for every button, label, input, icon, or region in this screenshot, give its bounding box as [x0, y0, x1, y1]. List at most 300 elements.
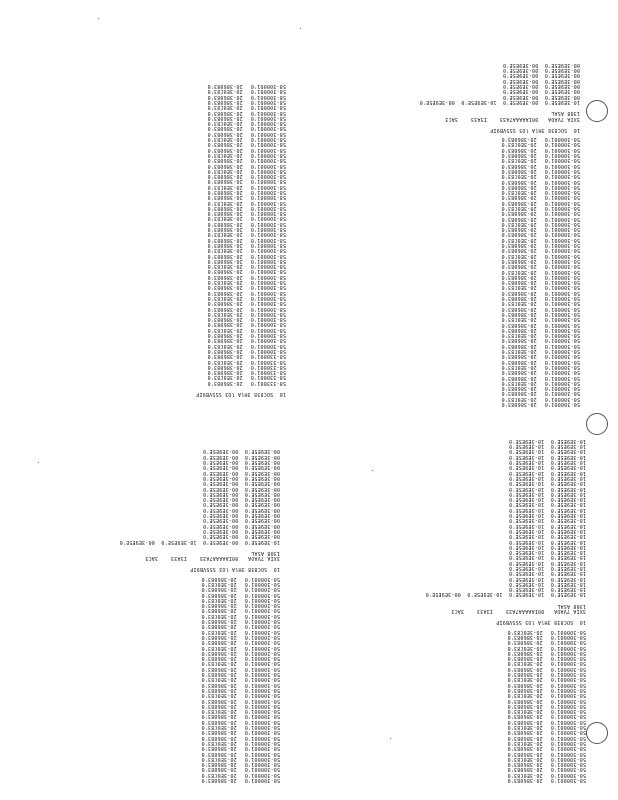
data-line: 20-3E0C83'0 [501, 332, 537, 339]
data-line: 20-386083'0 [501, 310, 537, 317]
data-line: 20-3E0C83'0 [507, 692, 543, 699]
data-line: 58-300001'0 [250, 167, 286, 174]
data-line: 10-3E9E5E'0 10-3E9E5E'0 [508, 527, 586, 534]
data-line: 20-386083'0 [201, 591, 237, 598]
data-line: 50-300001'0 [550, 708, 586, 715]
data-line: 50-300001'0 [550, 665, 586, 672]
data-line: 50-300001'0 [244, 575, 280, 582]
data-line: 58-300001'0 [250, 236, 286, 243]
data-line: 50-300001'0 [550, 745, 586, 752]
data-line: 20-386083'0 [201, 665, 237, 672]
data-line: 58-300001'0 [250, 114, 286, 121]
data-line: 58-300001'0 [250, 321, 286, 328]
data-line: 20-386083'0 [501, 152, 537, 159]
data-columns [420, 136, 580, 406]
data-line: 58-300001'0 [250, 98, 286, 105]
data-line: 20-3E0C83'0 [207, 120, 243, 127]
data-line: 20-3E0C83'0 [501, 189, 537, 196]
data-line: 20-386083'0 [501, 199, 537, 206]
data-line: 00-3E9E5E'0 00-3E9E5E'0 [202, 512, 280, 519]
data-line: 58-300001'0 [250, 231, 286, 238]
data-line: 00-3E9E5E'0 00-3E9E5E'0 [202, 506, 280, 513]
data-line: 58-300001'0 [250, 300, 286, 307]
data-line: 20-386083'0 [207, 173, 243, 180]
data-line: 20-386083'0 [507, 671, 543, 678]
data-line: 20-3E0C83'0 [207, 326, 243, 333]
data-line: 58-300001'0 [250, 194, 286, 201]
data-line: 58-300001'0 [250, 215, 286, 222]
data-line: 20-386083'0 [501, 295, 537, 302]
data-line: 20-386083'0 [507, 686, 543, 693]
data-line: 50-300001'0 [544, 316, 580, 323]
data-line: 10-3E9E5E'0 10-3E9E5E'0 [508, 485, 586, 492]
data-line: 50-300001'0 [550, 734, 586, 741]
data-line: 20-386083'0 [207, 226, 243, 233]
data-line: 58-300001'0 [250, 226, 286, 233]
data-line: 20-3E0C83'0 [207, 215, 243, 222]
data-line: 50-300001'0 [244, 660, 280, 667]
data-line: 50-300001'0 [550, 724, 586, 731]
data-line: 10-3E9E5E'0 10-3E9E5E'0 [508, 496, 586, 503]
data-line: 20-3E0C83'0 [207, 247, 243, 254]
data-line: 00-3E9E5E'0 00-3E9E5E'0 [202, 485, 280, 492]
data-line: 50-300001'0 [244, 718, 280, 725]
block-title: 10 SOC838 3HlA lO3 SSSVB9IP [190, 566, 280, 573]
data-line: 10-3E9E5E'0 10-3E9E5E'0 [508, 437, 586, 444]
data-line: 50-300001'0 [550, 739, 586, 746]
data-line: 20-3E0C83'0 [201, 660, 237, 667]
data-line: 20-386083'0 [201, 618, 237, 625]
data-line: 50-300001'0 [244, 681, 280, 688]
data-line: 20-386083'0 [207, 109, 243, 116]
data-line: 50-300001'0 [550, 766, 586, 773]
data-line: 50-300001'0 [544, 321, 580, 328]
data-line: 58-300001'0 [250, 247, 286, 254]
printout-bottom-left [119, 448, 280, 783]
data-line: 50-300001'0 [550, 777, 586, 783]
punch-hole [586, 413, 608, 435]
data-line: 50-300001'0 [544, 374, 580, 381]
data-line: 50-300001'0 [544, 295, 580, 302]
data-line: 20-386083'0 [201, 702, 237, 709]
data-line: 20-386083'0 [501, 374, 537, 381]
data-line: 20-386083'0 [207, 194, 243, 201]
data-line: 20-3E0C83'0 [201, 676, 237, 683]
data-line: 50-300001'0 [550, 644, 586, 651]
data-line: 58-330001'0 [250, 374, 286, 381]
data-line: 20-3E0C83'0 [501, 236, 537, 243]
data-line: 50-300001'0 [550, 639, 586, 646]
data-line: 58-300001'0 [250, 109, 286, 116]
data-line: 20-3E0C83'0 [507, 739, 543, 746]
data-line: 20-3E0C83'0 [501, 316, 537, 323]
data-line: 00-3E9E5E'0 00-3E9E5E'0 [202, 469, 280, 476]
data-line: 20-3E0C83'0 [501, 252, 537, 259]
data-line: 20-386083'0 [201, 681, 237, 688]
data-line: 50-300001'0 [544, 226, 580, 233]
data-line: 20-3E0C83'0 [501, 173, 537, 180]
data-line: 58-300001'0 [250, 173, 286, 180]
data-line: 20-3E0C83'0 [501, 284, 537, 291]
data-line: 50-300001'0 [244, 596, 280, 603]
data-line: 20-3E0C83'0 [207, 151, 243, 158]
data-line: 20-3E0C83'0 [507, 724, 543, 731]
data-line: 50-300001'0 [244, 708, 280, 715]
data-line: 50-300001'0 [544, 289, 580, 296]
scan-speck [372, 470, 373, 471]
block-title: 10 SOC838 3HlA lO3 SSSVB9IP [490, 126, 580, 133]
data-line: 50-300001'0 [544, 310, 580, 317]
data-line: 10-3E9E5E'0 10-3E9E5E'0 [508, 443, 586, 450]
data-line: 50-300001'0 [544, 183, 580, 190]
data-line: 20-3E0C83'0 [207, 199, 243, 206]
data-line: 20-386083'0 [207, 369, 243, 376]
data-line: 20-386083'0 [207, 146, 243, 153]
data-line: 20-386083'0 [501, 242, 537, 249]
data-line: 50-300001'0 [544, 231, 580, 238]
data-line: 20-386083'0 [501, 210, 537, 217]
data-line: 58-300001'0 [250, 210, 286, 217]
data-line: 50-300001'0 [244, 729, 280, 736]
data-line: 58-300001'0 [250, 326, 286, 333]
data-line: 20-3E0C83'0 [501, 363, 537, 370]
data-line: 58-330001'0 [250, 369, 286, 376]
data-line: 58-300001'0 [250, 88, 286, 95]
data-line: 20-386083'0 [501, 369, 537, 376]
data-line: 20-386083'0 [207, 220, 243, 227]
data-line: 58-300001'0 [250, 305, 286, 312]
data-line: 20-3E0C83'0 [207, 294, 243, 301]
data-line: 50-300001'0 [244, 734, 280, 741]
data-line: 20-3E0C83'0 [201, 596, 237, 603]
data-line: 10-3E9E5E'0 10-3E9E5E'0 [508, 533, 586, 540]
data-line: 50-300001'0 [544, 257, 580, 264]
data-line: 58-300001'0 [250, 162, 286, 169]
data-line: 50-300001'0 [544, 194, 580, 201]
data-line: 20-386083'0 [201, 766, 237, 773]
data-line: 20-386083'0 [507, 761, 543, 768]
data-line: 10-3E9E5E'0 10-3E9E5E'0 [508, 512, 586, 519]
data-line: 20-3E0C83'0 [501, 379, 537, 386]
data-line: 20-386083'0 [501, 183, 537, 190]
data-line: 20-386083'0 [501, 353, 537, 360]
block-header-a: 1308 ASAL [557, 602, 586, 609]
data-line: 58-300001'0 [250, 220, 286, 227]
data-line: 10-3E9E5E'0 10-3E9E5E'0 [508, 453, 586, 460]
data-line: 50-300001'0 [544, 263, 580, 270]
data-line: 20-386083'0 [207, 236, 243, 243]
data-line: 58-300001'0 [250, 104, 286, 111]
data-line: 50-300001'0 [244, 739, 280, 746]
scan-speck [38, 462, 39, 463]
data-line: 50-300001'0 [544, 390, 580, 397]
column-a [245, 575, 280, 782]
data-line: 20-3E0C83'0 [201, 581, 237, 588]
data-line: 50-300001'0 [244, 761, 280, 768]
data-line: 50-300001'0 [244, 671, 280, 678]
data-line: 20-386083'0 [501, 146, 537, 153]
data-line: 20-3E0C83'0 [207, 88, 243, 95]
data-line: 10-3E9E5E'0 10-3E9E5E'0 [508, 474, 586, 481]
data-line: 58-300001'0 [250, 332, 286, 339]
data-line: 50-300001'0 [544, 141, 580, 148]
data-line: 20-3E0C83'0 [207, 310, 243, 317]
data-line: 20-386083'0 [501, 247, 537, 254]
data-line: 20-386083'0 [501, 358, 537, 365]
data-line: 20-3E0C83'0 [201, 771, 237, 778]
data-line: 50-300001'0 [244, 581, 280, 588]
data-line: 50-300001'0 [244, 612, 280, 619]
data-line: 20-386083'0 [201, 745, 237, 752]
data-line: 50-300001'0 [544, 379, 580, 386]
data-line: 20-386083'0 [201, 586, 237, 593]
data-line: 50-300001'0 [550, 671, 586, 678]
data-line: 50-300001'0 [550, 681, 586, 688]
data-line: 58-300001'0 [250, 273, 286, 280]
data-line: 50-300001'0 [550, 633, 586, 640]
data-line: 50-300001'0 [544, 136, 580, 143]
block-header-b: 3XIA 7VAOA 00IAAAAA7A33 I3A33 3AC3 [451, 608, 586, 615]
data-line: 50-300001'0 [244, 702, 280, 709]
data-line: 00-3E9E5E'0 00-3E9E5E'0 [502, 93, 580, 100]
summary-line: 10-3E9E5E'0 10-3E9E5E'0 10-3E9E5E'0 00-3E9E5E'0 [425, 591, 586, 598]
data-line: 20-386083'0 [501, 401, 537, 407]
data-line: 20-386083'0 [201, 713, 237, 720]
data-line: 50-300001'0 [544, 279, 580, 286]
data-line: 20-3E0C83'0 [501, 205, 537, 212]
data-line: 58-300001'0 [250, 146, 286, 153]
data-line: 20-3E0C83'0 [501, 268, 537, 275]
data-line: 50-300001'0 [550, 761, 586, 768]
data-line: 50-300001'0 [544, 284, 580, 291]
data-line: 50-300001'0 [244, 607, 280, 614]
punch-hole [586, 722, 608, 744]
summary-line: 10-3E9E5E'0 00-3E9E5E'0 10-3E9E5E'0 00-3E9E5E'0 [419, 98, 580, 105]
data-line: 00-3E9E5E'0 00-3E9E5E'0 [202, 496, 280, 503]
data-line: 20-386083'0 [207, 305, 243, 312]
data-line: 20-386083'0 [207, 252, 243, 259]
data-line: 20-386083'0 [207, 284, 243, 291]
data-line: 50-300001'0 [544, 242, 580, 249]
data-line: 50-300001'0 [544, 189, 580, 196]
data-line: 20-386083'0 [207, 316, 243, 323]
data-line: 50-300001'0 [544, 401, 580, 407]
data-line: 00-3E9E5E'0 00-3E9E5E'0 [202, 480, 280, 487]
data-line: 20-3E0C83'0 [501, 220, 537, 227]
data-line: 20-386083'0 [501, 326, 537, 333]
data-line: 20-3E0C83'0 [507, 628, 543, 635]
block-header-b: 3XIA 7VAOA 00IAAAAA7A33 I3A33 3AC3 [445, 115, 580, 122]
data-line: 20-386083'0 [207, 321, 243, 328]
data-line: 50-300001'0 [550, 755, 586, 762]
data-line: 20-386083'0 [501, 257, 537, 264]
data-line: 00-3E9E5E'0 00-3E9E5E'0 [502, 72, 580, 79]
data-line: 00-3E9E5E'0 00-3E9E5E'0 [202, 464, 280, 471]
data-line: 50-300001'0 [544, 205, 580, 212]
data-line: 58-300001'0 [250, 136, 286, 143]
data-line: 20-386083'0 [201, 639, 237, 646]
data-line: 20-3E0C83'0 [207, 279, 243, 286]
data-line: 50-300001'0 [244, 692, 280, 699]
data-line: 20-386083'0 [207, 178, 243, 185]
data-line: 20-386083'0 [501, 342, 537, 349]
data-line: 20-386083'0 [507, 665, 543, 672]
data-line: 50-300001'0 [244, 649, 280, 656]
data-line: 20-3E0C83'0 [201, 692, 237, 699]
data-line: 20-3E0C83'0 [207, 342, 243, 349]
data-line: 58-300001'0 [250, 183, 286, 190]
data-line: 20-3E0C83'0 [207, 374, 243, 381]
data-line: 50-300001'0 [244, 686, 280, 693]
data-line: 20-3E0C83'0 [201, 644, 237, 651]
data-line: 00-3E9E5E'0 00-3E9E5E'0 [202, 490, 280, 497]
data-line: 20-386083'0 [201, 729, 237, 736]
data-line: 20-386083'0 [207, 189, 243, 196]
data-line: 00-3E9E5E'0 00-3E9E5E'0 [202, 522, 280, 529]
data-line: 58-330001'0 [250, 363, 286, 370]
data-line: 50-300001'0 [550, 718, 586, 725]
data-line: 00-3E9E5E'0 00-3E9E5E'0 [202, 527, 280, 534]
data-line: 00-3E9E5E'0 00-3E9E5E'0 [202, 517, 280, 524]
data-line: 58-333001'0 [250, 379, 286, 386]
data-line: 20-386083'0 [201, 686, 237, 693]
data-line: 00-3E9E5E'0 00-3E9E5E'0 [202, 453, 280, 460]
column-a [545, 136, 580, 406]
data-line: 58-300001'0 [250, 310, 286, 317]
data-line: 20-3E0C83'0 [201, 739, 237, 746]
data-line: 20-3E0C83'0 [501, 300, 537, 307]
data-line: 20-386083'0 [201, 750, 237, 757]
data-line: 20-386083'0 [507, 734, 543, 741]
data-line: 50-300001'0 [244, 697, 280, 704]
data-line: 50-300001'0 [544, 146, 580, 153]
data-line: 10-3E9E5E'0 10-3E9E5E'0 [508, 565, 586, 572]
column-a [551, 628, 586, 782]
data-line: 50-300001'0 [544, 337, 580, 344]
data-line: 50-300001'0 [550, 692, 586, 699]
data-line: 10-3E9E5E'0 10-3E9E5E'0 [508, 549, 586, 556]
data-line: 50-300001'0 [544, 210, 580, 217]
data-line: 58-300001'0 [250, 199, 286, 206]
data-line: 10-3E9E5E'0 10-3E9E5E'0 [508, 469, 586, 476]
data-line: 20-386083'0 [501, 390, 537, 397]
data-line: 20-386083'0 [507, 702, 543, 709]
top-lines [416, 438, 586, 592]
data-line: 50-300001'0 [244, 750, 280, 757]
data-line: 50-300001'0 [544, 162, 580, 169]
punch-hole [586, 100, 608, 122]
data-line: 20-386083'0 [501, 226, 537, 233]
data-line: 10-3E9E5E'0 10-3E9E5E'0 [508, 448, 586, 455]
data-line: 20-386083'0 [207, 141, 243, 148]
data-line: 20-386083'0 [507, 766, 543, 773]
data-line: 50-300001'0 [550, 713, 586, 720]
printout-top-right [419, 61, 580, 407]
data-line: 50-300001'0 [544, 353, 580, 360]
data-line: 20-386083'0 [207, 268, 243, 275]
data-line: 10-3E9E5E'0 10-3E9E5E'0 [508, 586, 586, 593]
data-line: 50-300001'0 [544, 395, 580, 402]
data-columns [120, 575, 280, 782]
data-line: 20-3E0C83'0 [207, 263, 243, 270]
data-line: 50-300001'0 [550, 697, 586, 704]
data-line: 00-3E9E5E'0 00-3E9E5E'0 [202, 474, 280, 481]
data-line: 50-300001'0 [544, 273, 580, 280]
data-line: 20-3E0C83'0 [207, 167, 243, 174]
data-line: 00-3E9E5E'0 00-3E9E5E'0 [202, 533, 280, 540]
data-line: 20-386083'0 [207, 157, 243, 164]
column-b [507, 628, 542, 782]
data-line: 50-300001'0 [544, 152, 580, 159]
data-line: 58-300001'0 [250, 337, 286, 344]
data-line: 20-3E0C83'0 [501, 348, 537, 355]
data-line: 20-3E0C83'0 [207, 104, 243, 111]
scan-speck [390, 738, 391, 739]
data-line: 20-386083'0 [501, 167, 537, 174]
data-line: 58-300001'0 [250, 268, 286, 275]
data-line: 50-300001'0 [544, 215, 580, 222]
data-line: 50-300001'0 [244, 644, 280, 651]
data-line: 20-386083'0 [507, 729, 543, 736]
data-line: 20-3E0C83'0 [207, 358, 243, 365]
data-line: 20-386083'0 [207, 204, 243, 211]
data-line: 20-3E0C83'0 [201, 755, 237, 762]
data-line: 50-300001'0 [544, 348, 580, 355]
data-line: 58-300001'0 [250, 294, 286, 301]
data-line: 20-386083'0 [207, 130, 243, 137]
data-line: 50-300001'0 [244, 655, 280, 662]
block-title: 10 SOC838 3HlA lO3 SSSVB9IP [196, 391, 286, 397]
data-line: 20-386083'0 [501, 305, 537, 312]
data-line: 58-300001'0 [250, 178, 286, 185]
data-line: 20-386083'0 [501, 273, 537, 280]
data-line: 58-300001'0 [250, 130, 286, 137]
data-line: 50-300001'0 [244, 591, 280, 598]
printout-top-left [136, 66, 286, 396]
data-line: 50-300001'0 [244, 676, 280, 683]
data-line: 20-386083'0 [507, 777, 543, 783]
data-line: 20-3E0C83'0 [507, 676, 543, 683]
data-line: 20-386083'0 [501, 136, 537, 143]
data-line: 58-300001'0 [250, 252, 286, 259]
data-line: 10-3E9E5E'0 10-3E9E5E'0 [508, 464, 586, 471]
data-line: 50-300001'0 [544, 305, 580, 312]
data-line: 58-300001'0 [250, 241, 286, 248]
data-line: 20-386083'0 [207, 125, 243, 132]
data-line: 50-300001'0 [244, 766, 280, 773]
data-line: 58-300001'0 [250, 204, 286, 211]
data-line: 58-300001'0 [250, 289, 286, 296]
data-line: 58-300001'0 [250, 263, 286, 270]
data-line: 20-3E0C83'0 [501, 395, 537, 402]
data-line: 50-300001'0 [550, 702, 586, 709]
data-line: 20-386083'0 [507, 655, 543, 662]
data-line: 50-300001'0 [544, 358, 580, 365]
data-line: 20-386083'0 [207, 241, 243, 248]
data-line: 50-300001'0 [550, 676, 586, 683]
data-line: 50-300001'0 [244, 602, 280, 609]
data-line: 20-386083'0 [207, 289, 243, 296]
data-columns [136, 83, 286, 385]
data-line: 20-386083'0 [201, 633, 237, 640]
data-line: 58-300001'0 [250, 284, 286, 291]
data-line: 20-386083'0 [507, 697, 543, 704]
data-line: 20-386083'0 [501, 215, 537, 222]
data-line: 20-386083'0 [501, 289, 537, 296]
data-line: 50-300001'0 [544, 199, 580, 206]
data-line: 58-330001'0 [250, 353, 286, 360]
data-line: 20-386083'0 [501, 385, 537, 392]
